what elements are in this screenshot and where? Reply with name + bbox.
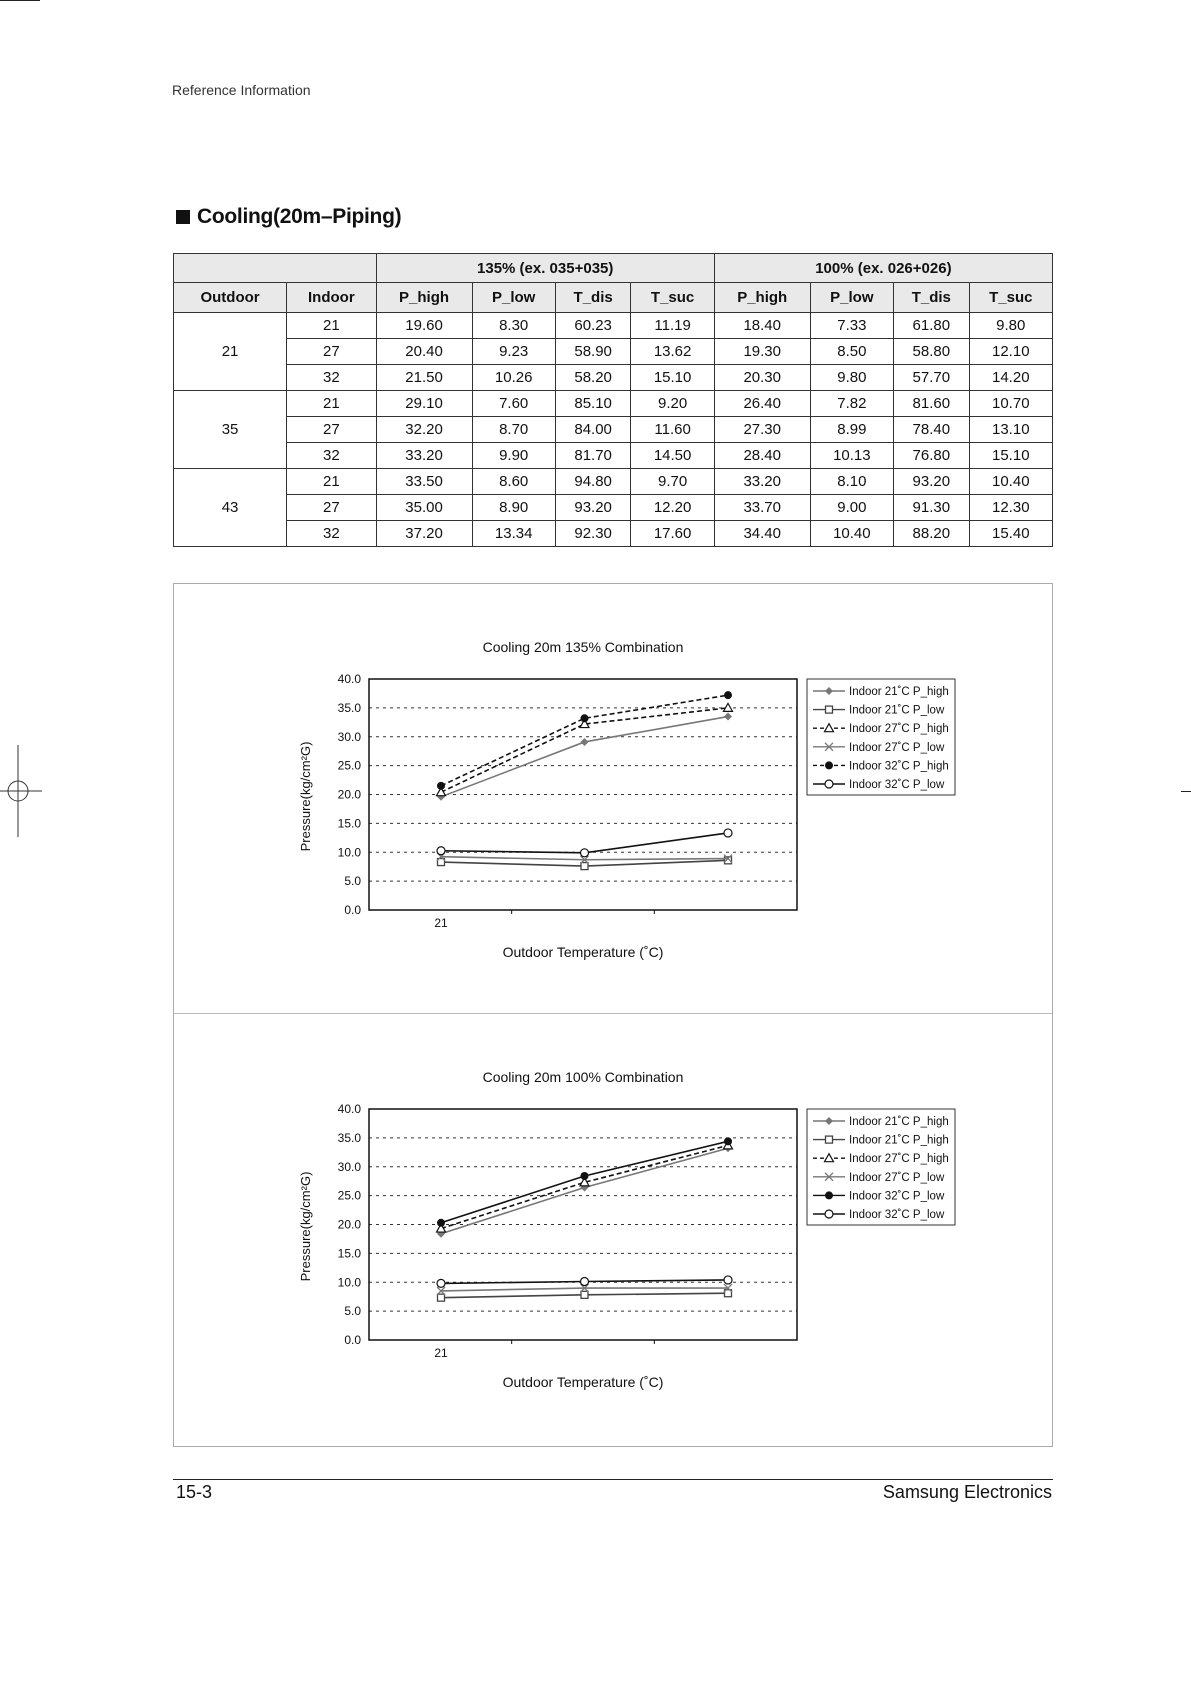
table-cell: 10.26 bbox=[472, 365, 555, 391]
column-header: T_dis bbox=[555, 283, 631, 313]
table-row bbox=[174, 469, 1053, 495]
column-header: Outdoor bbox=[174, 283, 287, 313]
indoor-temp-cell: 32 bbox=[287, 443, 377, 469]
legend-label: Indoor 21˚C P_high bbox=[849, 686, 949, 698]
column-header: P_low bbox=[472, 283, 555, 313]
page-number: 15-3 bbox=[176, 1482, 213, 1502]
table-cell: 9.80 bbox=[969, 313, 1052, 339]
y-tick-label: 20.0 bbox=[337, 1217, 361, 1232]
indoor-temp-cell: 27 bbox=[287, 495, 377, 521]
series-line bbox=[441, 717, 728, 797]
table-corner-cell bbox=[174, 254, 377, 283]
table-cell: 20.40 bbox=[376, 339, 472, 365]
square-bullet-icon bbox=[176, 210, 190, 224]
table-cell: 33.20 bbox=[714, 469, 810, 495]
series-point bbox=[581, 714, 589, 722]
table-cell: 8.70 bbox=[472, 417, 555, 443]
series-0 bbox=[437, 1144, 732, 1237]
series-point bbox=[581, 1291, 588, 1298]
table-group-header-row bbox=[174, 254, 1053, 283]
data-table bbox=[173, 253, 1053, 547]
table-cell: 60.23 bbox=[555, 313, 631, 339]
table-cell: 20.30 bbox=[714, 365, 810, 391]
table-cell: 33.50 bbox=[376, 469, 472, 495]
table-cell: 19.30 bbox=[714, 339, 810, 365]
page-title bbox=[176, 205, 401, 229]
table-cell: 85.10 bbox=[555, 391, 631, 417]
table-row bbox=[174, 391, 1053, 417]
table-cell: 37.20 bbox=[376, 521, 472, 547]
table-cell: 8.60 bbox=[472, 469, 555, 495]
series-point bbox=[438, 1294, 445, 1301]
column-header: P_low bbox=[810, 283, 893, 313]
series-point bbox=[581, 1277, 589, 1285]
column-header: T_dis bbox=[894, 283, 970, 313]
table-cell: 9.70 bbox=[631, 469, 714, 495]
table-cell: 8.50 bbox=[810, 339, 893, 365]
chart-100-combination bbox=[174, 1014, 1052, 1446]
series-point bbox=[724, 703, 733, 711]
chart-title: Cooling 20m 100% Combination bbox=[482, 1069, 684, 1085]
series-point bbox=[825, 1191, 833, 1199]
crop-mark-top bbox=[0, 0, 40, 1]
table-cell: 10.70 bbox=[969, 391, 1052, 417]
y-tick-label: 35.0 bbox=[337, 700, 361, 715]
y-tick-label: 5.0 bbox=[344, 1304, 361, 1319]
table-cell: 35.00 bbox=[376, 495, 472, 521]
table-cell: 10.40 bbox=[969, 469, 1052, 495]
series-point bbox=[437, 1219, 445, 1227]
table-cell: 12.30 bbox=[969, 495, 1052, 521]
company-name: Samsung Electronics bbox=[882, 1482, 1052, 1502]
table-cell: 13.34 bbox=[472, 521, 555, 547]
table-cell: 9.80 bbox=[810, 365, 893, 391]
table-cell: 7.82 bbox=[810, 391, 893, 417]
series-point bbox=[826, 706, 833, 713]
legend-label: Indoor 21˚C P_low bbox=[849, 704, 945, 717]
table-cell: 61.80 bbox=[894, 313, 970, 339]
table-column-header-row bbox=[174, 283, 1053, 313]
series-point bbox=[825, 761, 833, 769]
legend-label: Indoor 32˚C P_low bbox=[849, 779, 945, 791]
table-row bbox=[174, 443, 1053, 469]
series-point bbox=[581, 738, 589, 746]
legend-label: Indoor 27˚C P_high bbox=[849, 723, 949, 736]
column-header: T_suc bbox=[969, 283, 1052, 313]
registration-mark-icon bbox=[0, 745, 44, 837]
table-cell: 7.60 bbox=[472, 391, 555, 417]
x-tick-label: 21 bbox=[434, 916, 448, 930]
y-tick-label: 10.0 bbox=[337, 845, 361, 860]
table-cell: 9.23 bbox=[472, 339, 555, 365]
indoor-temp-cell: 27 bbox=[287, 417, 377, 443]
table-cell: 9.00 bbox=[810, 495, 893, 521]
indoor-temp-cell: 32 bbox=[287, 521, 377, 547]
table-cell: 34.40 bbox=[714, 521, 810, 547]
indoor-temp-cell: 21 bbox=[287, 391, 377, 417]
chart-135-combination bbox=[174, 584, 1052, 1013]
table-row bbox=[174, 417, 1053, 443]
table-row bbox=[174, 313, 1053, 339]
column-header: P_high bbox=[714, 283, 810, 313]
table-cell: 58.90 bbox=[555, 339, 631, 365]
series-point bbox=[724, 829, 732, 837]
table-cell: 18.40 bbox=[714, 313, 810, 339]
series-point bbox=[437, 782, 445, 790]
table-cell: 12.10 bbox=[969, 339, 1052, 365]
y-tick-label: 30.0 bbox=[337, 729, 361, 744]
series-point bbox=[724, 1276, 732, 1284]
table-cell: 88.20 bbox=[894, 521, 970, 547]
table-cell: 33.70 bbox=[714, 495, 810, 521]
x-axis-label: Outdoor Temperature (˚C) bbox=[502, 944, 664, 960]
table-cell: 91.30 bbox=[894, 495, 970, 521]
series-point bbox=[437, 1279, 445, 1287]
table-cell: 93.20 bbox=[894, 469, 970, 495]
legend-label: Indoor 21˚C P_high bbox=[849, 1134, 949, 1147]
series-point bbox=[581, 863, 588, 870]
table-cell: 11.60 bbox=[631, 417, 714, 443]
table-cell: 92.30 bbox=[555, 521, 631, 547]
series-5 bbox=[437, 1276, 732, 1287]
y-tick-label: 0.0 bbox=[344, 903, 361, 917]
series-point bbox=[825, 1210, 833, 1218]
y-axis-label: Pressure(kg/cm²G) bbox=[298, 1171, 313, 1282]
legend-label: Indoor 32˚C P_low bbox=[849, 1209, 945, 1221]
series-point bbox=[724, 691, 732, 699]
table-row bbox=[174, 495, 1053, 521]
series-point bbox=[724, 713, 732, 721]
table-cell: 94.80 bbox=[555, 469, 631, 495]
table-cell: 13.10 bbox=[969, 417, 1052, 443]
column-header: T_suc bbox=[631, 283, 714, 313]
table-cell: 13.62 bbox=[631, 339, 714, 365]
column-header: P_high bbox=[376, 283, 472, 313]
y-tick-label: 0.0 bbox=[344, 1333, 361, 1347]
legend-label: Indoor 27˚C P_high bbox=[849, 1153, 949, 1166]
series-point bbox=[581, 1172, 589, 1180]
table-cell: 29.10 bbox=[376, 391, 472, 417]
table-cell: 27.30 bbox=[714, 417, 810, 443]
y-tick-label: 15.0 bbox=[337, 816, 361, 831]
series-point bbox=[826, 1136, 833, 1143]
table-cell: 84.00 bbox=[555, 417, 631, 443]
charts-panel bbox=[173, 583, 1053, 1447]
y-tick-label: 20.0 bbox=[337, 787, 361, 802]
column-header: Indoor bbox=[287, 283, 377, 313]
table-cell: 9.90 bbox=[472, 443, 555, 469]
outdoor-temp-cell: 35 bbox=[174, 391, 287, 469]
y-tick-label: 40.0 bbox=[337, 672, 361, 686]
table-cell: 7.33 bbox=[810, 313, 893, 339]
x-tick-label: 21 bbox=[434, 1346, 448, 1360]
group-header-100: 100% (ex. 026+026) bbox=[714, 254, 1052, 283]
table-cell: 57.70 bbox=[894, 365, 970, 391]
series-1 bbox=[438, 1290, 732, 1301]
table-cell: 33.20 bbox=[376, 443, 472, 469]
y-tick-label: 25.0 bbox=[337, 1188, 361, 1203]
outdoor-temp-cell: 21 bbox=[174, 313, 287, 391]
table-cell: 11.19 bbox=[631, 313, 714, 339]
indoor-temp-cell: 32 bbox=[287, 365, 377, 391]
footer-rule bbox=[173, 1479, 1053, 1480]
table-cell: 14.20 bbox=[969, 365, 1052, 391]
indoor-temp-cell: 27 bbox=[287, 339, 377, 365]
table-cell: 15.40 bbox=[969, 521, 1052, 547]
x-axis-label: Outdoor Temperature (˚C) bbox=[502, 1374, 664, 1390]
y-tick-label: 15.0 bbox=[337, 1246, 361, 1261]
table-cell: 10.40 bbox=[810, 521, 893, 547]
table-cell: 15.10 bbox=[631, 365, 714, 391]
y-tick-label: 40.0 bbox=[337, 1102, 361, 1116]
table-cell: 21.50 bbox=[376, 365, 472, 391]
table-cell: 14.50 bbox=[631, 443, 714, 469]
table-cell: 12.20 bbox=[631, 495, 714, 521]
table-row bbox=[174, 365, 1053, 391]
legend-label: Indoor 21˚C P_high bbox=[849, 1116, 949, 1128]
y-tick-label: 25.0 bbox=[337, 758, 361, 773]
table-cell: 8.30 bbox=[472, 313, 555, 339]
table-cell: 15.10 bbox=[969, 443, 1052, 469]
table-row bbox=[174, 521, 1053, 547]
y-tick-label: 30.0 bbox=[337, 1159, 361, 1174]
table-cell: 8.90 bbox=[472, 495, 555, 521]
series-point bbox=[724, 1137, 732, 1145]
table-cell: 93.20 bbox=[555, 495, 631, 521]
legend-label: Indoor 32˚C P_low bbox=[849, 1190, 945, 1203]
y-axis-label: Pressure(kg/cm²G) bbox=[298, 741, 313, 852]
y-tick-label: 10.0 bbox=[337, 1275, 361, 1290]
table-cell: 76.80 bbox=[894, 443, 970, 469]
series-point bbox=[825, 780, 833, 788]
table-cell: 81.70 bbox=[555, 443, 631, 469]
page-title-text: Cooling(20m–Piping) bbox=[197, 205, 402, 228]
table-cell: 9.20 bbox=[631, 391, 714, 417]
y-tick-label: 35.0 bbox=[337, 1130, 361, 1145]
outdoor-temp-cell: 43 bbox=[174, 469, 287, 547]
table-cell: 32.20 bbox=[376, 417, 472, 443]
chart-title: Cooling 20m 135% Combination bbox=[482, 639, 684, 655]
y-tick-label: 5.0 bbox=[344, 874, 361, 889]
indoor-temp-cell: 21 bbox=[287, 469, 377, 495]
series-point bbox=[437, 847, 445, 855]
table-cell: 58.20 bbox=[555, 365, 631, 391]
table-cell: 58.80 bbox=[894, 339, 970, 365]
table-cell: 8.10 bbox=[810, 469, 893, 495]
table-row bbox=[174, 339, 1053, 365]
table-cell: 26.40 bbox=[714, 391, 810, 417]
header-section-label: Reference Information bbox=[172, 82, 311, 98]
legend-label: Indoor 27˚C P_low bbox=[849, 1171, 945, 1184]
table-cell: 10.13 bbox=[810, 443, 893, 469]
series-point bbox=[581, 849, 589, 857]
table-cell: 28.40 bbox=[714, 443, 810, 469]
group-header-135: 135% (ex. 035+035) bbox=[376, 254, 714, 283]
table-cell: 78.40 bbox=[894, 417, 970, 443]
crop-mark-right bbox=[1181, 791, 1191, 792]
table-cell: 19.60 bbox=[376, 313, 472, 339]
table-cell: 17.60 bbox=[631, 521, 714, 547]
legend-label: Indoor 27˚C P_low bbox=[849, 741, 945, 754]
legend-label: Indoor 32˚C P_high bbox=[849, 760, 949, 773]
indoor-temp-cell: 21 bbox=[287, 313, 377, 339]
table-cell: 81.60 bbox=[894, 391, 970, 417]
table-cell: 8.99 bbox=[810, 417, 893, 443]
